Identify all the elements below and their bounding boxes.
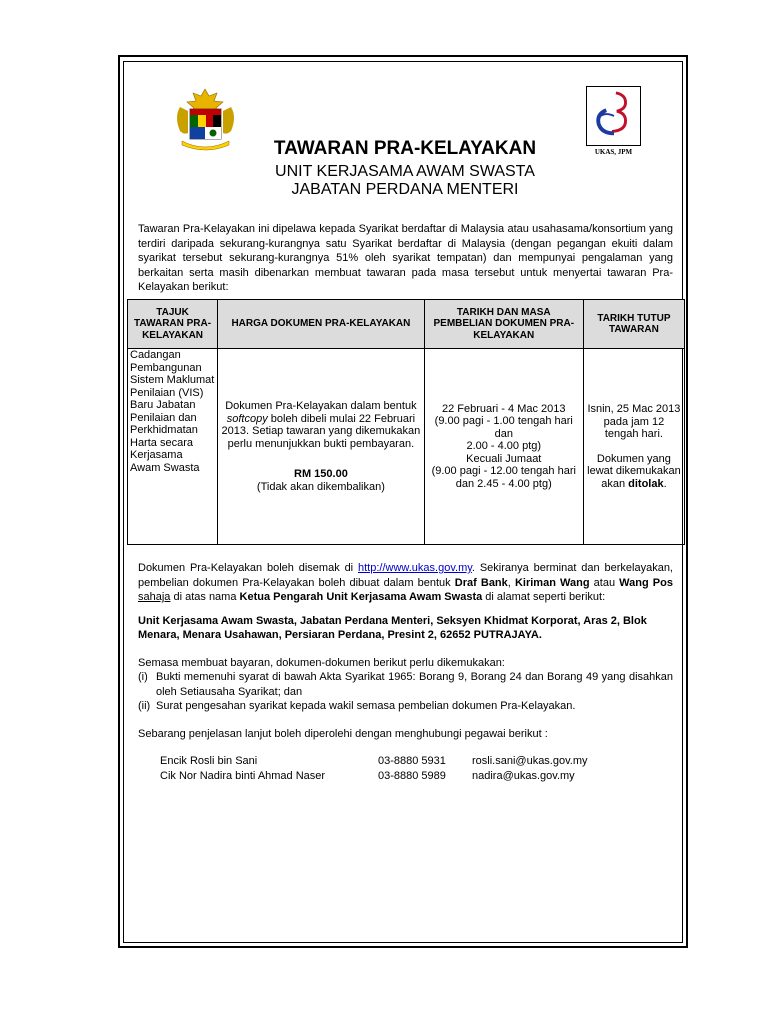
list-item-text: Surat pengesahan syarikat kepada wakil semasa pembelian dokumen Pra-Kelayakan.: [156, 700, 576, 712]
offer-table: [127, 299, 685, 545]
contact-phone: 03-8880 5931: [378, 755, 446, 767]
offer-table-header-row: [128, 300, 685, 349]
closing-late-note: [587, 453, 681, 491]
sahaja-text: sahaja: [138, 591, 171, 603]
period-text: .: [663, 477, 667, 490]
contact-name: Cik Nor Nadira binti Ahmad Naser: [160, 770, 326, 782]
list-item-text: Bukti memenuhi syarat di bawah Akta Syarikat 1965: Borang 9, Borang 24 dan Borang 49 yang disahkan oleh Setiausaha Syarikat; dan: [156, 671, 673, 698]
purchase-time-1: (9.00 pagi - 1.00 tengah hari dan: [434, 415, 573, 440]
wang-pos-text: Wang Pos: [619, 576, 673, 589]
contact-email[interactable]: rosli.sani@ukas.gov.my: [472, 755, 588, 767]
contact-list: [138, 754, 673, 784]
details-section: [138, 561, 673, 784]
price-text-1: Dokumen Pra-Kelayakan dalam bentuk: [225, 400, 417, 412]
header-document-price: HARGA DOKUMEN PRA-KELAYAKAN: [218, 300, 425, 349]
price-text-2: boleh dibeli mulai 22 Februari 2013. Setiap tawaran yang dikemukakan perlu menunjukkan bukti pembayaran.: [221, 412, 421, 450]
ketua-pengarah-text: Ketua Pengarah Unit Kerjasama Awam Swasta: [239, 591, 483, 603]
list-item-number: (i): [138, 671, 148, 683]
kiriman-wang-text: Kiriman Wang: [514, 576, 590, 589]
contact-email[interactable]: nadira@ukas.gov.my: [472, 770, 575, 782]
list-item: [138, 670, 673, 699]
instr-text-4: di alamat seperti berikut:: [482, 591, 606, 603]
instr-text-1: Dokumen Pra-Kelayakan boleh disemak di: [138, 562, 358, 574]
price-amount: RM 150.00: [294, 468, 348, 480]
offer-title-cell: Cadangan Pembangunan Sistem Maklumat Penilaian (VIS) Baru Jabatan Penilaian dan Perkhidmatan Harta secara Kerjasama Awam Swasta: [128, 349, 218, 545]
instr-text-2: . Sekiranya berminat dan berkelayakan, pembelian dokumen Pra-Kelayakan boleh dibuat dalam bentuk: [138, 562, 673, 589]
purchase-instructions: [138, 561, 673, 605]
page-title: TAWARAN PRA-KELAYAKAN: [273, 138, 537, 159]
late-text: Dokumen yang lewat dikemukakan akan: [587, 452, 681, 490]
purchase-time-2: 2.00 - 4.00 ptg): [466, 440, 542, 453]
closing-date-cell: [583, 349, 684, 545]
price-description: [221, 400, 421, 450]
ukas-logo: [586, 86, 641, 146]
purchase-friday: (9.00 pagi - 12.00 tengah hari dan 2.45 - 4.00 ptg): [431, 465, 576, 490]
payment-intro: Semasa membuat bayaran, dokumen-dokumen berikut perlu dikemukakan:: [138, 656, 505, 669]
instr-atau: atau: [589, 576, 620, 589]
ukas-caption: UKAS, JPM: [594, 148, 633, 156]
header-offer-title: TAJUK TAWARAN PRA-KELAYAKAN: [128, 300, 218, 349]
contact-intro: Sebarang penjelasan lanjut boleh diperolehi dengan menghubungi pegawai berikut :: [138, 727, 548, 740]
softcopy-text: softcopy: [226, 412, 268, 425]
contact-phone: 03-8880 5989: [378, 770, 446, 782]
page-subtitle-department: JABATAN PERDANA MENTERI: [291, 181, 519, 198]
ukas-website-link[interactable]: http://www.ukas.gov.my: [358, 562, 472, 574]
purchase-date-cell: [424, 349, 583, 545]
document-price-cell: [218, 349, 425, 545]
price-note: (Tidak akan dikembalikan): [256, 480, 385, 493]
offer-table-row: [128, 349, 685, 545]
header-purchase-date: TARIKH DAN MASA PEMBELIAN DOKUMEN PRA-KELAYAKAN: [424, 300, 583, 349]
page-subtitle-unit: UNIT KERJASAMA AWAM SWASTA: [275, 163, 535, 180]
contact-row: [138, 754, 673, 769]
header-closing-date: TARIKH TUTUP TAWARAN: [583, 300, 684, 349]
closing-date: Isnin, 25 Mac 2013 pada jam 12 tengah hari.: [587, 403, 681, 440]
list-item: [138, 699, 673, 714]
purchase-dates: 22 Februari - 4 Mac 2013: [442, 402, 566, 415]
contact-name: Encik Rosli bin Sani: [160, 755, 258, 767]
list-item-number: (ii): [138, 700, 151, 712]
intro-paragraph: Tawaran Pra-Kelayakan ini dipelawa kepada Syarikat berdaftar di Malaysia atau usahasama/konsortium yang terdiri daripada sekurang-kurangnya satu Syarikat berdaftar di Malaysia (dengan pegangan ekuiti dalam syarikat tersebut sekurang-kurangnya 51% oleh syarikat tempatan) dan mempunyai pengalaman yang berkaitan serta masih dibenarkan membuat tawaran pada masa tersebut untuk menyertai tawaran Pra-Kelayakan berikut:: [138, 223, 673, 293]
mailing-address: Unit Kerjasama Awam Swasta, Jabatan Perdana Menteri, Seksyen Khidmat Korporat, Aras 2, Blok Menara, Menara Usahawan, Persiaran Perdana, Presint 2, 62652 PUTRAJAYA.: [138, 614, 647, 641]
draf-bank-text: Draf Bank: [454, 576, 508, 589]
instr-comma: ,: [507, 576, 515, 589]
instr-text-3: di atas nama: [170, 591, 240, 603]
contact-row: [138, 769, 673, 784]
rejected-text: ditolak: [628, 477, 664, 490]
purchase-except: Kecuali Jumaat: [466, 452, 542, 465]
